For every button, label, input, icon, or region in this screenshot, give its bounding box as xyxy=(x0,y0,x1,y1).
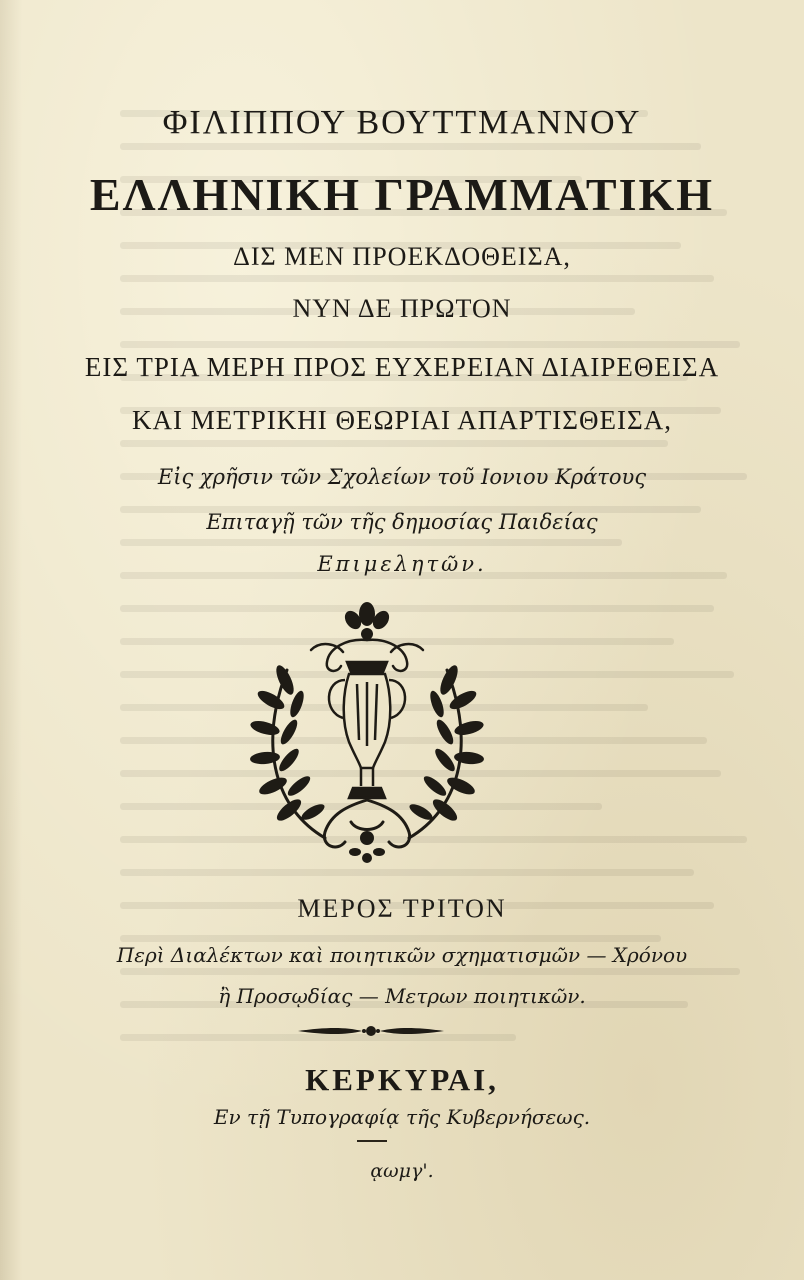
subtitle-line-2: ΝΥΝ ΔΕ ΠΡΩΤΟΝ xyxy=(292,294,512,323)
ornamental-rule xyxy=(296,1022,446,1040)
dedication-line-3: Επιμελητῶν. xyxy=(317,552,487,576)
subtitle-line-4: ΚΑΙ ΜΕΤΡΙΚΗΙ ΘΕΩΡΙΑΙ ΑΠΑΡΤΙΣΘΕΙΣΑ, xyxy=(132,405,672,435)
author-line: ΦΙΛΙΠΠΟΥ ΒΟΥΤΤΜΑΝΝΟΥ xyxy=(162,104,642,141)
part-description-line-2: ἢ Προσῳδίας — Μετρων ποιητικῶν. xyxy=(218,984,586,1008)
book-title: ΕΛΛΗΝΙΚΗ ΓΡΑΜΜΑΤΙΚΗ xyxy=(89,169,715,220)
dedication-line-1: Εἰς χρῆσιν τῶν Σχολείων τοῦ Ιονιου Κράτους xyxy=(157,465,647,489)
publication-year: ᾳωμγ'. xyxy=(370,1160,434,1182)
urn-wreath-icon xyxy=(247,600,487,865)
place-of-publication: ΚΕΡΚΥΡΑΙ, xyxy=(305,1062,499,1097)
ornament-divider-icon xyxy=(296,1022,446,1040)
subtitle-line-3: ΕΙΣ ΤΡΙΑ ΜΕΡΗ ΠΡΟΣ ΕΥΧΕΡΕΙΑΝ ΔΙΑΙΡΕΘΕΙΣΑ xyxy=(84,352,720,382)
part-description-line-1: Περὶ Διαλέκτων καὶ ποιητικῶν σχηματισμῶν — Χρόνου xyxy=(116,943,688,967)
short-divider xyxy=(357,1140,387,1142)
dedication-line-2: Επιταγῇ τῶν τῆς δημοσίας Παιδείας xyxy=(206,510,598,534)
urn-wreath-emblem xyxy=(247,600,487,865)
part-heading: ΜΕΡΟΣ ΤΡΙΤΟΝ xyxy=(297,894,507,923)
printer-line: Εν τῇ Τυπογραφίᾳ τῆς Κυβερνήσεως. xyxy=(213,1105,591,1129)
subtitle-line-1: ΔΙΣ ΜΕΝ ΠΡΟΕΚΔΟΘΕΙΣΑ, xyxy=(233,242,571,271)
